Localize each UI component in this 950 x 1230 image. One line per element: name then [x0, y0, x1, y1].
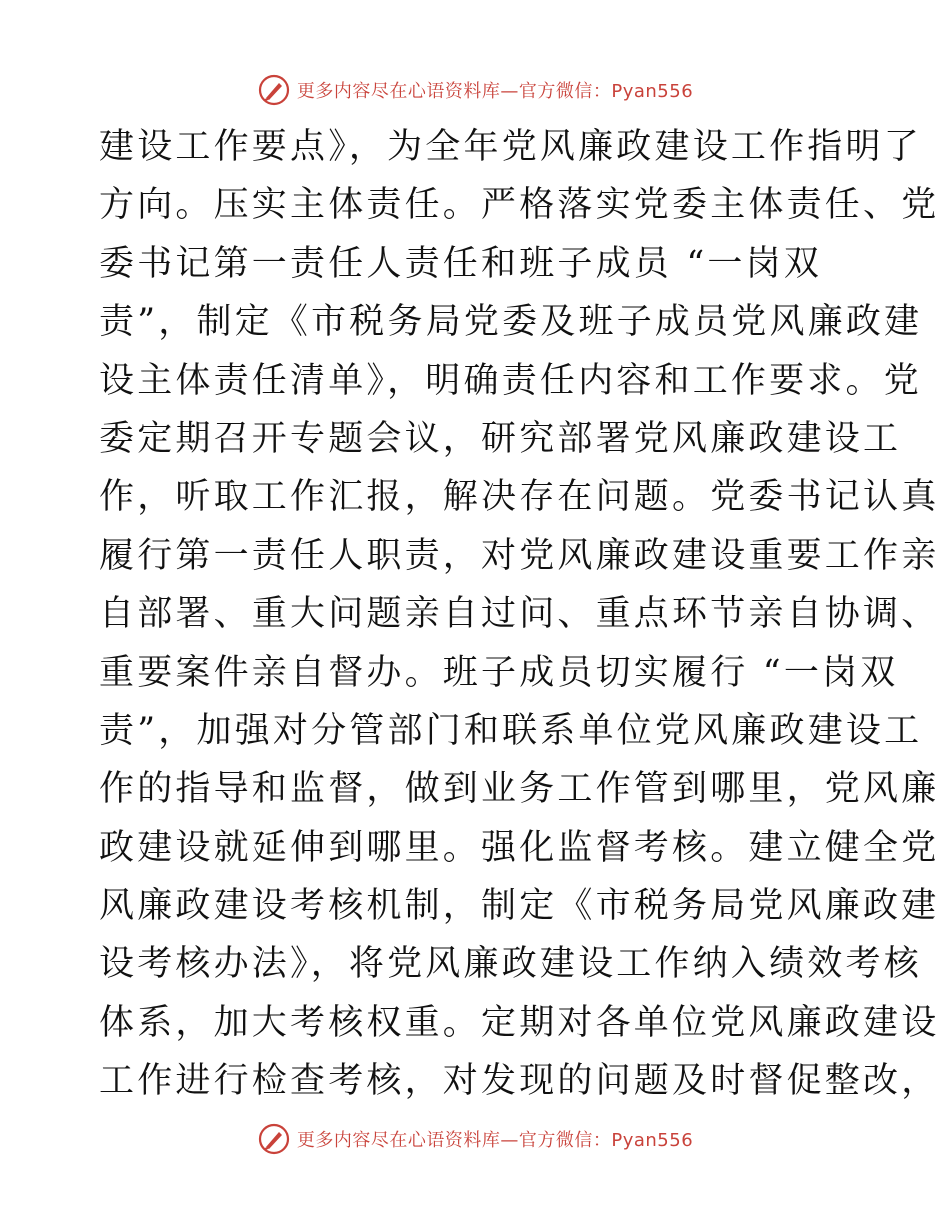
document-body — [99, 118, 940, 1111]
text-line: 方向。压实主体责任。严格落实党委主体责任、党 — [99, 185, 940, 226]
text-line: 履行第一责任人职责，对党风廉政建设重要工作亲 — [99, 535, 940, 576]
text-line: 自部署、重大问题亲自过问、重点环节亲自协调、 — [99, 594, 940, 635]
text-line: 政建设就延伸到哪里。强化监督考核。建立健全党 — [99, 827, 940, 868]
watermark-wechat-id: Pyan556 — [611, 1130, 694, 1151]
text-line: 工作进行检查考核，对发现的问题及时督促整改， — [99, 1061, 940, 1102]
text-line: 设考核办法》，将党风廉政建设工作纳入绩效考核 — [99, 944, 922, 985]
watermark-text — [297, 77, 693, 103]
quill-logo-icon — [257, 73, 291, 107]
watermark-separator: — — [500, 1130, 519, 1151]
quill-logo-icon — [257, 1122, 291, 1156]
watermark-wechat-label: 官方微信： — [518, 1130, 612, 1151]
watermark-wechat-id: Pyan556 — [611, 81, 694, 102]
text-line: 作的指导和监督，做到业务工作管到哪里，党风廉 — [99, 769, 940, 810]
text-line: 设主体责任清单》，明确责任内容和工作要求。党 — [99, 360, 922, 401]
text-line: 建设工作要点》，为全年党风廉政建设工作指明了 — [99, 127, 922, 167]
text-line: 责”，制定《市税务局党委及班子成员党风廉政建 — [99, 302, 923, 343]
text-line: 重要案件亲自督办。班子成员切实履行 “一岗双 — [99, 652, 899, 693]
text-line: 体系，加大考核权重。定期对各单位党风廉政建设 — [99, 1002, 940, 1043]
footer-watermark — [0, 1117, 950, 1161]
header-watermark — [0, 68, 950, 112]
watermark-main: 更多内容尽在心语资料库 — [296, 1130, 501, 1151]
watermark-wechat-label: 官方微信： — [518, 81, 612, 102]
text-line: 作，听取工作汇报，解决存在问题。党委书记认真 — [99, 477, 940, 518]
watermark-text — [297, 1126, 693, 1152]
text-line: 责”，加强对分管部门和联系单位党风廉政建设工 — [99, 710, 923, 751]
watermark-separator: — — [500, 81, 519, 102]
text-line: 委书记第一责任人责任和班子成员 “一岗双 — [99, 243, 823, 284]
watermark-main: 更多内容尽在心语资料库 — [296, 81, 501, 102]
text-line: 风廉政建设考核机制，制定《市税务局党风廉政建 — [99, 886, 940, 927]
text-line: 委定期召开专题会议，研究部署党风廉政建设工 — [99, 418, 902, 459]
